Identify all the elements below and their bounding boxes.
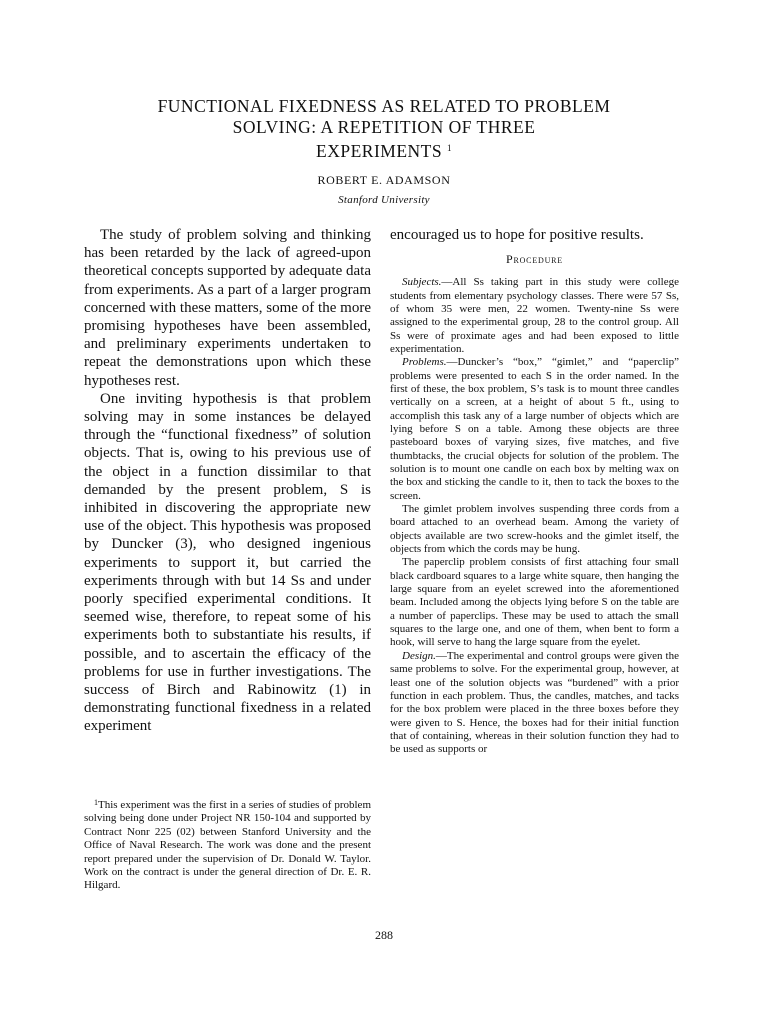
design-text: —The experimental and control groups were given the same problems to solve. For the experimental group, however, at least one of the solution objects was “burdened” with a prior function in each problem. Thus, the candles, matches, and tacks for the box problem were placed in the three boxes before they were given to S. Hence, the boxes had for their initial function that of containing, whereas in their solution function they had to be used as supports or <box>390 649 679 756</box>
design-label: Design. <box>402 649 436 662</box>
paragraph-design <box>390 650 679 757</box>
subjects-text: —All Ss taking part in this study were college students from elementary psychology classes. There were 57 Ss, of whom 35 were men, 22 women. Twenty-nine Ss were assigned to the experimental group, 28 to the control group. All Ss were of proximate ages and had been exposed to little experimentation. <box>390 276 679 355</box>
title-line-3 <box>90 138 678 162</box>
paragraph-paperclip: The paperclip problem consists of first attaching four small black cardboard squares to a large white square, then hanging the large square from an eyelet screwed into the aforementioned beam. Included among the objects lying before S on the table are a number of paperclips. These may be used to attach the small squares to the large one, and one of them, when bent to form a hook, will serve to hang the large square from the eyelet. <box>390 556 679 649</box>
problems-label: Problems. <box>402 356 447 369</box>
footnote-mark: 1 <box>94 798 98 807</box>
article-title <box>90 96 678 162</box>
footnote-text: This experiment was the first in a series of studies of problem solving being done under Project NR 150-104 and supported by Contract Nonr 225 (02) between Stanford University and the Office of Naval Research. The work was done and the present report prepared under the supervision of Dr. Donald W. Taylor. Work on the contract is under the general direction of Dr. E. R. Hilgard. <box>84 799 371 892</box>
author-name: ROBERT E. ADAMSON <box>317 173 451 187</box>
title-footnote-mark: 1 <box>446 143 452 153</box>
title-line-2: SOLVING: A REPETITION OF THREE <box>232 117 536 137</box>
footnote <box>84 796 371 893</box>
author-affiliation: Stanford University <box>338 194 430 206</box>
page-number: 288 <box>375 928 393 942</box>
title-line-1: FUNCTIONAL FIXEDNESS AS RELATED TO PROBLEM <box>157 96 611 116</box>
subjects-label: Subjects. <box>402 276 442 289</box>
title-line-3-text: EXPERIMENTS <box>316 141 443 161</box>
paragraph-gimlet: The gimlet problem involves suspending three cords from a board attached to an overhead beam. Among the variety of objects available are two screw-hooks and the gimlet itself, the objects from which the cords may be hung. <box>390 503 679 556</box>
paragraph-continuation: encouraged us to hope for positive results. <box>390 227 644 243</box>
paragraph-intro: The study of problem solving and thinking has been retarded by the lack of agreed-upon theoretical concepts supported by adequate data from experiments. As a part of a larger program concerned with these matters, some of the more promising hypotheses have been assembled, and preliminary experiments undertaken to repeat the demonstrations upon which these hypotheses rest. <box>84 227 371 389</box>
problems-text: —Duncker’s “box,” “gimlet,” and “paperclip” problems were presented to each S in the order named. In the first of these, the box problem, S’s task is to mount three candles vertically on a screen, at a height of about 5 ft., using to accomplish this task any of a large number of objects which are lying before S on a table. Among these objects are three pasteboard boxes of varying sizes, five matches, and five thumbtacks, the crucial objects for solution of the problem. The solution is to mount one candle on each box by melting wax on the box and sticking the candle to it, then to tack the boxes to the screen. <box>390 356 679 502</box>
right-column <box>390 226 679 757</box>
paragraph-problems <box>390 356 679 503</box>
section-heading-procedure: Procedure <box>506 252 563 267</box>
paragraph-subjects <box>390 276 679 356</box>
paragraph-hypothesis: One inviting hypothesis is that problem solving may in some instances be delayed through the “functional fixedness” of solution objects. That is, owing to his previous use of the object in a function dissimilar to that demanded by the present problem, S is inhibited in discovering the appropriate new use of the object. This hypothesis was proposed by Duncker (3), who designed ingenious experiments to support it, but carried the experiments through with but 14 Ss and under poorly specified experimental conditions. It seemed wise, therefore, to repeat some of his experiments both to substantiate his results, if possible, and to ascertain the efficacy of the problems for use in further investigations. The success of Birch and Rabinowitz (1) in demonstrating functional fixedness in a related experiment <box>84 390 371 735</box>
left-column <box>84 226 371 736</box>
